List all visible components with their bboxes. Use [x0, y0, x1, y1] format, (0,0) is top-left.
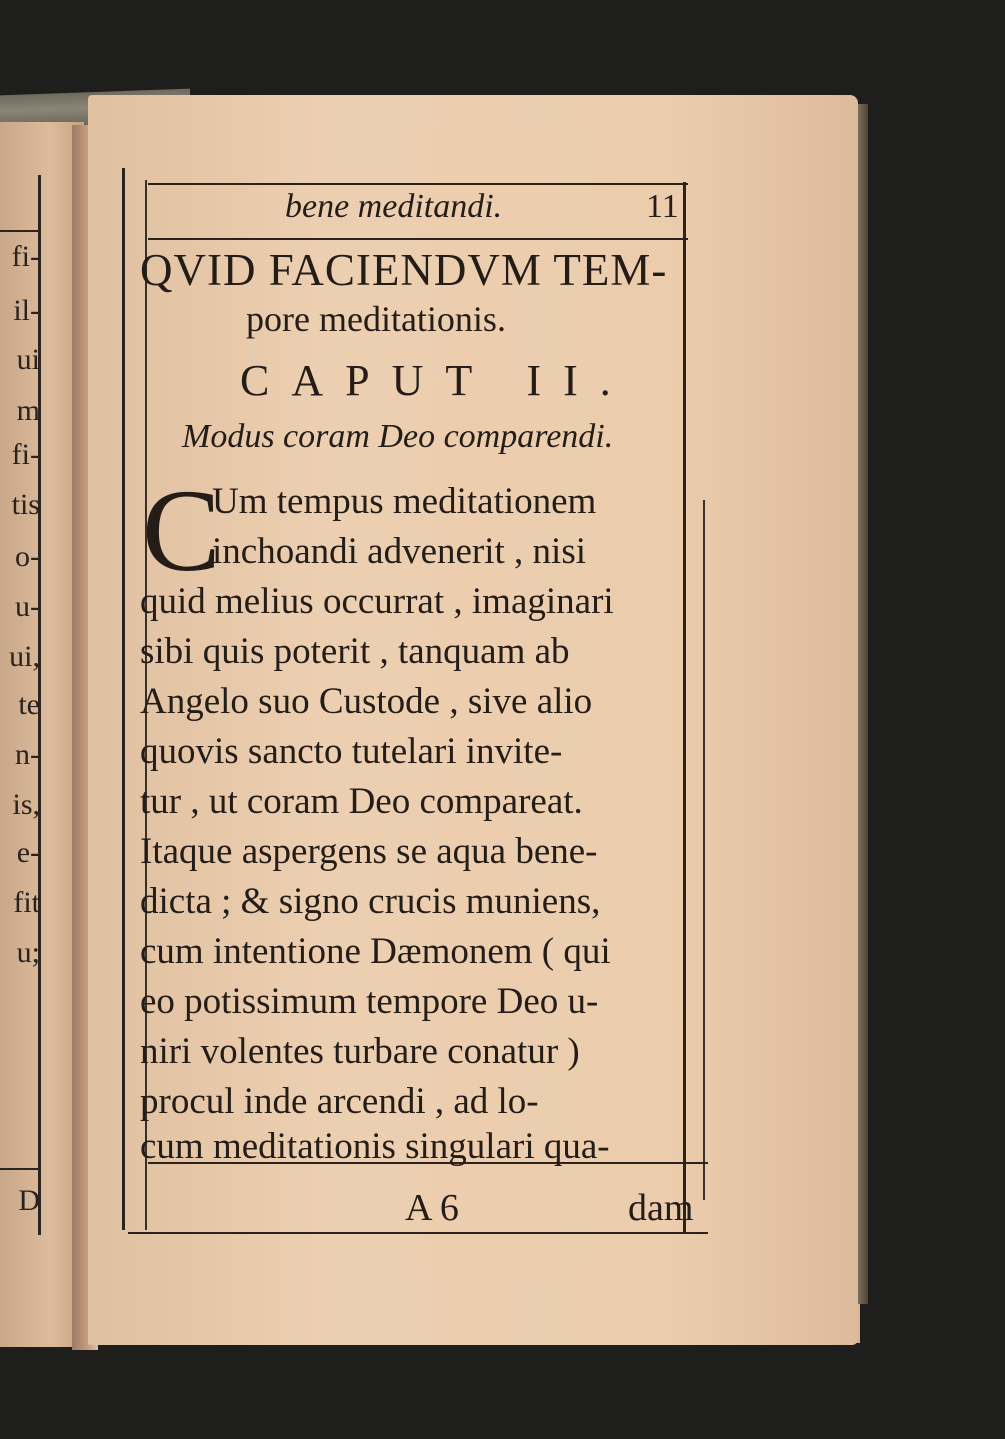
left-fragment: n-: [15, 738, 40, 771]
left-fragment: m: [16, 394, 40, 427]
section-subtitle: Modus coram Deo comparendi.: [182, 418, 614, 455]
left-fragment: u;: [16, 936, 40, 969]
left-fragment: D: [18, 1184, 40, 1217]
left-fragment: e-: [16, 836, 40, 869]
frame-rule-inner-right: [703, 500, 705, 1200]
left-fragment: u-: [15, 590, 40, 623]
body-line: quid melius occurrat , imaginari: [140, 581, 614, 622]
body-line: procul inde arcendi , ad lo-: [140, 1081, 539, 1122]
left-fragment: is,: [12, 788, 40, 821]
body-line: Itaque aspergens se aqua bene-: [140, 831, 598, 872]
body-line: Um tempus meditationem: [212, 481, 597, 522]
body-line: niri volentes turbare conatur ): [140, 1031, 580, 1072]
frame-rule-top: [148, 183, 688, 185]
left-fragment: il-: [13, 294, 40, 327]
frame-rule-headline: [148, 238, 688, 240]
chapter-heading-line2: pore meditationis.: [246, 299, 506, 339]
page-number: 11: [646, 188, 679, 225]
chapter-number: CAPUT II.: [240, 356, 633, 405]
running-head: bene meditandi.: [285, 188, 503, 225]
body-line: eo potissimum tempore Deo u-: [140, 981, 599, 1022]
frame-rule-bottom: [128, 1232, 708, 1234]
body-line: tur , ut coram Deo compareat.: [140, 781, 583, 822]
chapter-heading-line1: QVID FACIENDVM TEM-: [140, 245, 668, 295]
drop-cap: C: [142, 465, 221, 596]
left-fragment: fi-: [11, 240, 40, 273]
body-line: quovis sancto tutelari invite-: [140, 731, 563, 772]
frame-rule-left: [122, 168, 125, 1230]
body-line: cum meditationis singulari qua-: [140, 1126, 610, 1167]
left-page-bottom-rule: [0, 1168, 40, 1170]
left-page-top-rule: [0, 230, 40, 232]
left-fragment: fit: [13, 886, 40, 919]
body-line: dicta ; & signo crucis muniens,: [140, 881, 601, 922]
left-fragment: tis: [11, 488, 40, 521]
left-fragment: o-: [15, 540, 40, 573]
frame-rule-right: [683, 182, 686, 1232]
left-fragment: ui,: [9, 640, 40, 673]
body-line: sibi quis poterit , tanquam ab: [140, 631, 570, 672]
catchword: dam: [628, 1187, 694, 1229]
left-fragment: fi-: [11, 438, 40, 471]
signature-mark: A 6: [405, 1187, 459, 1229]
body-line: Angelo suo Custode , sive alio: [140, 681, 593, 722]
left-fragment: ui: [16, 343, 40, 376]
left-fragment: te: [18, 688, 40, 721]
body-line: cum intentione Dæmonem ( qui: [140, 931, 611, 972]
body-line: inchoandi advenerit , nisi: [212, 531, 587, 572]
